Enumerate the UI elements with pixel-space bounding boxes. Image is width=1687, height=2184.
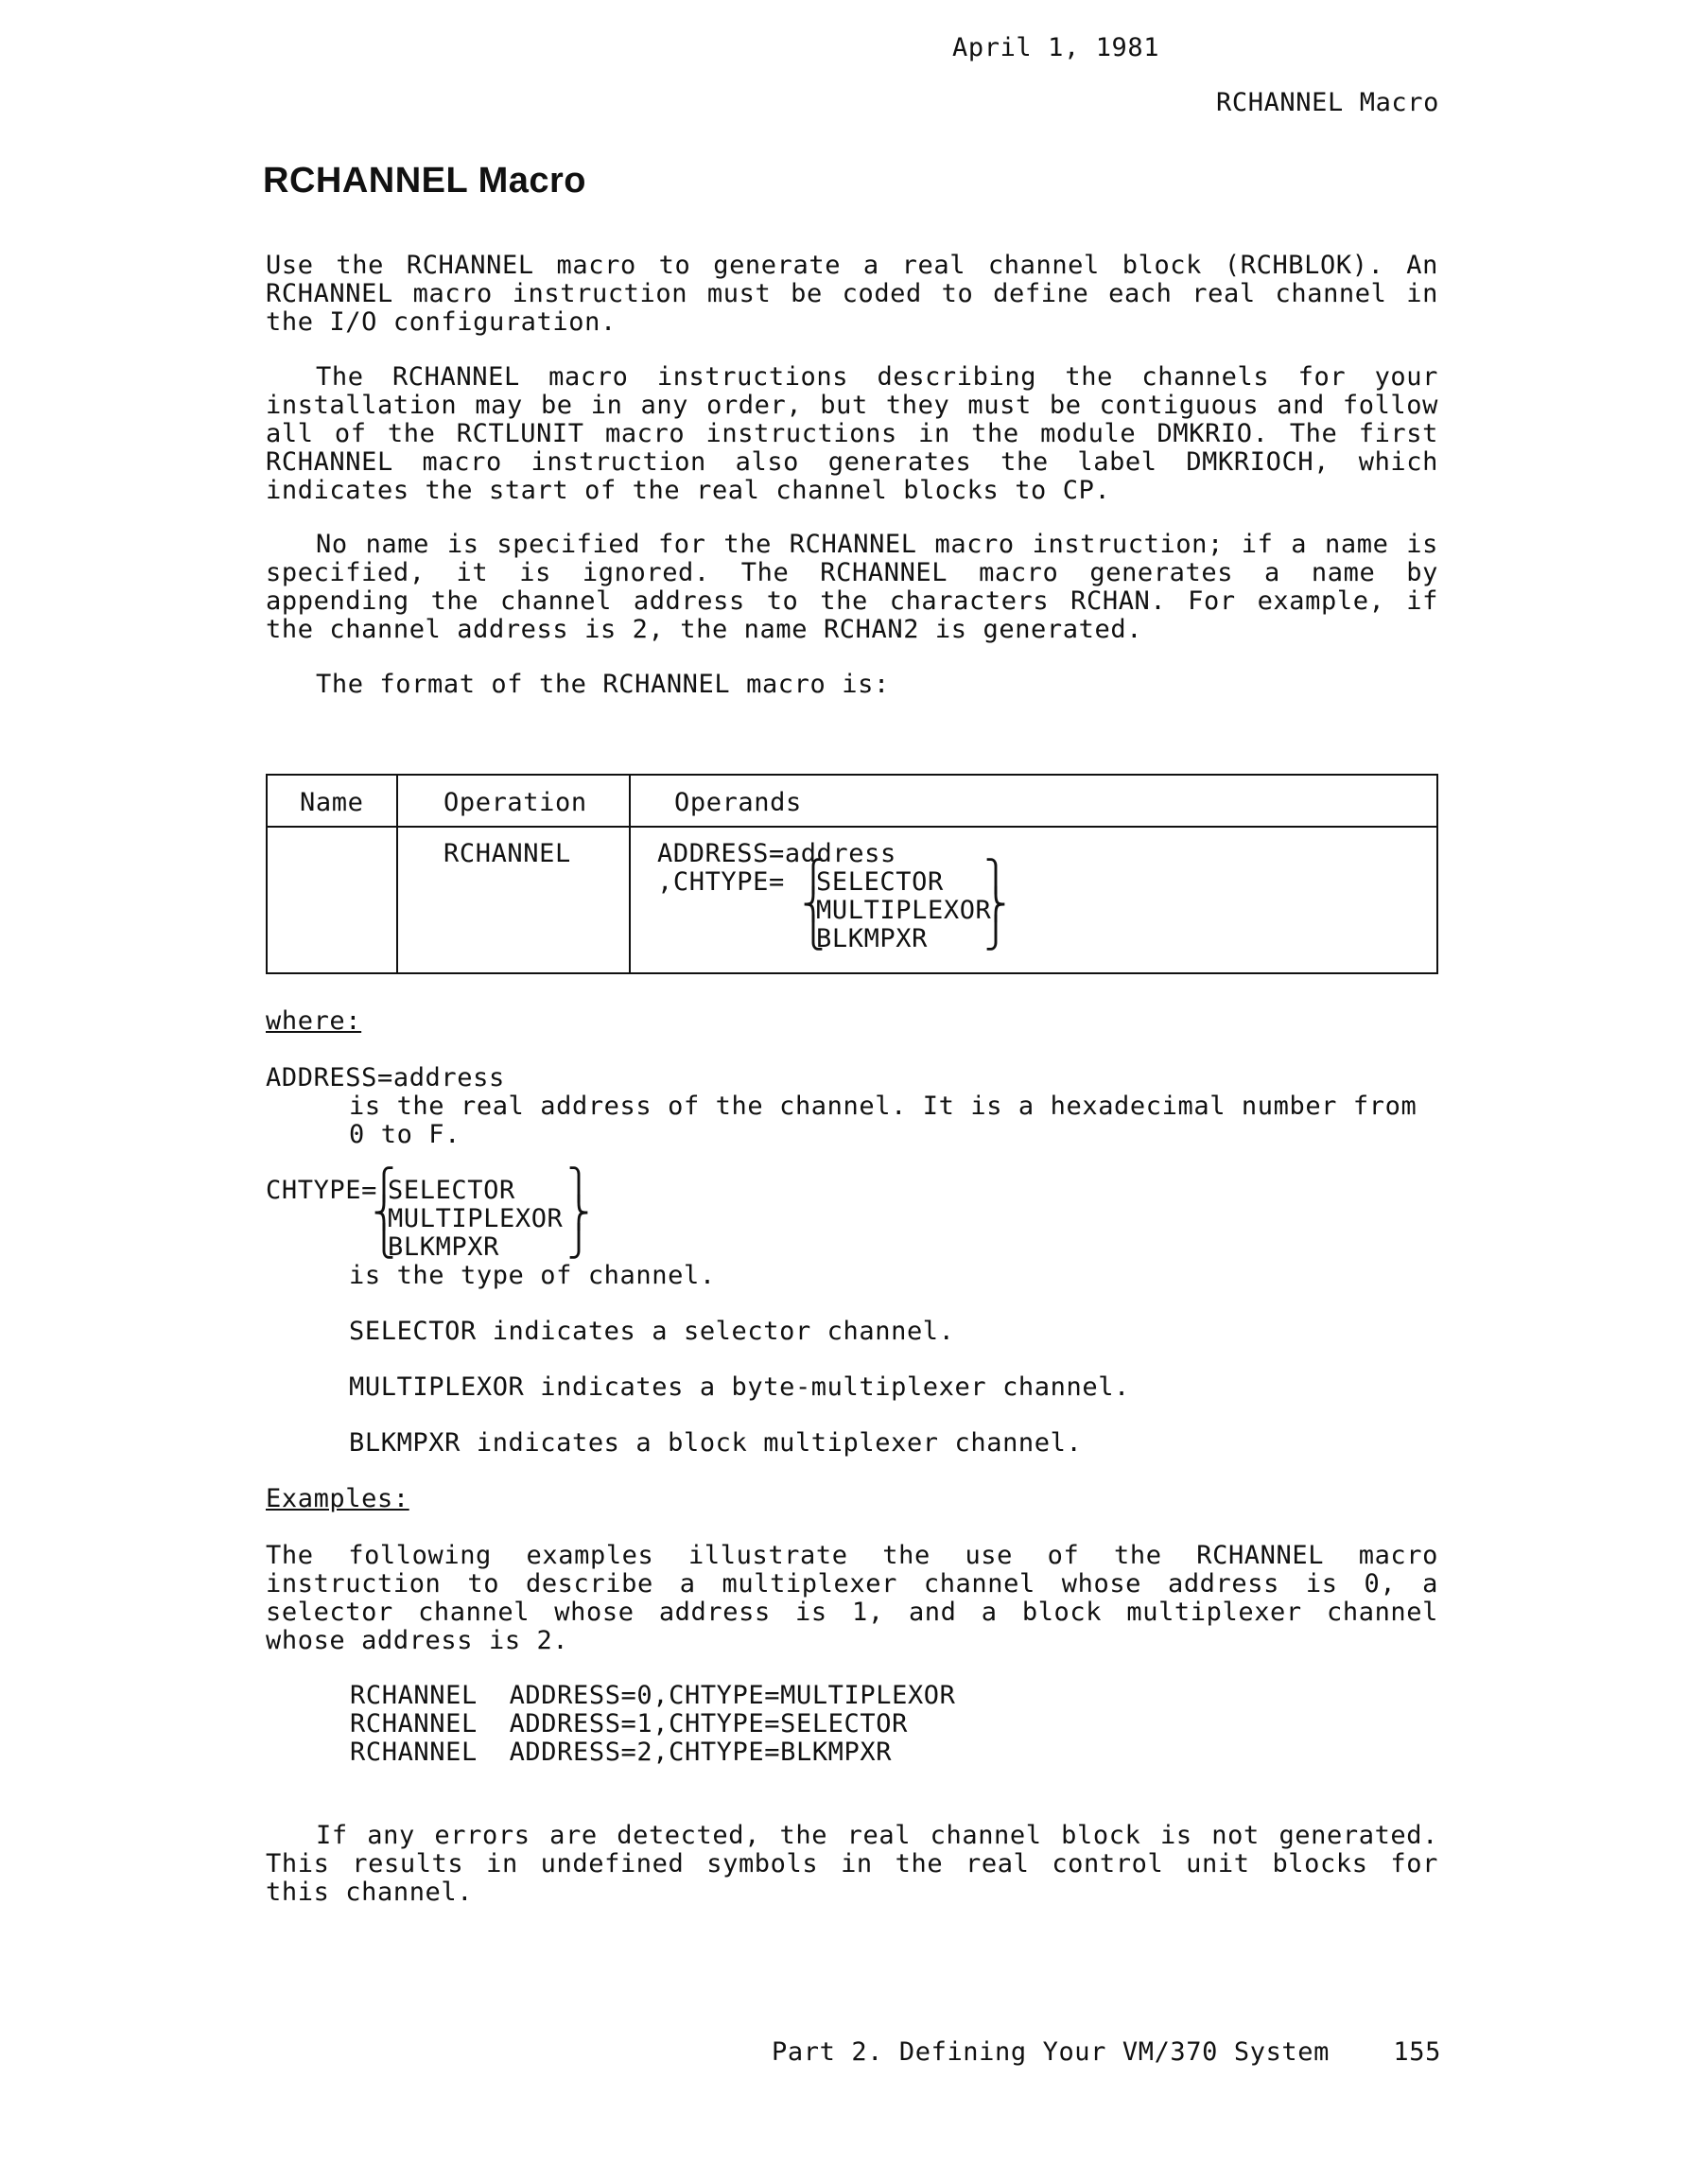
syntax-divider-2 (629, 776, 631, 972)
closing-paragraph-text: If any errors are detected, the real channel block is not generated. This results in undefined symbols in the real control unit blocks for this channel. (266, 1821, 1438, 1907)
definition-address (266, 1064, 1438, 1149)
example-op: RCHANNEL (350, 1738, 478, 1767)
where-label: where: (266, 1006, 362, 1036)
syntax-option-multiplexor: MULTIPLEXOR (816, 896, 992, 925)
syntax-header-rule (268, 826, 1436, 828)
syntax-left-brace: ⎧ ⎨ ⎩ (802, 858, 826, 951)
example-args: ADDRESS=0,CHTYPE=MULTIPLEXOR (509, 1681, 956, 1710)
syntax-header-operation: Operation (443, 788, 587, 817)
syntax-option-blkmpxr: BLKMPXR (816, 924, 928, 953)
example-args: ADDRESS=2,CHTYPE=BLKMPXR (509, 1738, 893, 1767)
page-title: RCHANNEL Macro (263, 161, 587, 201)
footer-page-number: 155 (1393, 2037, 1441, 2067)
definition-term-chtype-prefix: CHTYPE= (266, 1176, 377, 1205)
example-op: RCHANNEL (350, 1709, 478, 1738)
chtype-option-blkmpxr: BLKMPXR (388, 1232, 499, 1262)
chtype-right-brace: ⎫ ⎬ ⎭ (567, 1166, 590, 1259)
name-paragraph (266, 531, 1438, 644)
page-date: April 1, 1981 (952, 33, 1160, 62)
paragraph-3: No name is specified for the RCHANNEL macro instruction; if a name is specified, it is ignored. The RCHANNEL macro generates a name by appending the channel address to the characters RCHAN. For example, if the channel address is 2, the name RCHAN2 is generated. (266, 530, 1438, 644)
syntax-header-operands: Operands (674, 788, 802, 817)
page-footer (772, 2038, 1441, 2067)
order-paragraph (266, 363, 1438, 505)
note-multiplexor: MULTIPLEXOR indicates a byte-multiplexer channel. (349, 1372, 1130, 1402)
examples-intro-text: The following examples illustrate the use of the RCHANNEL macro instruction to describe a multiplexer channel whose address is 0, a selector channel whose address is 1, and a block multiplexer channel whose address is 2. (266, 1541, 1438, 1655)
example-line (350, 1682, 956, 1710)
example-code-block (350, 1682, 956, 1767)
footer-section: Part 2. Defining Your VM/370 System (772, 2037, 1330, 2067)
syntax-operation: RCHANNEL (443, 839, 571, 868)
syntax-divider-1 (396, 776, 398, 972)
example-args: ADDRESS=1,CHTYPE=SELECTOR (509, 1709, 908, 1738)
chtype-option-multiplexor: MULTIPLEXOR (388, 1204, 564, 1233)
paragraph-1: Use the RCHANNEL macro to generate a real channel block (RCHBLOK). An RCHANNEL macro instruction must be coded to define each real channel in the I/O configuration. (266, 251, 1438, 337)
chtype-left-brace: ⎧ ⎨ ⎩ (373, 1166, 395, 1259)
examples-intro (266, 1542, 1438, 1655)
examples-label: Examples: (266, 1484, 409, 1513)
syntax-header-name: Name (300, 788, 364, 817)
running-title: RCHANNEL Macro (1216, 88, 1439, 117)
definition-term-address: ADDRESS=address (266, 1063, 505, 1092)
example-op: RCHANNEL (350, 1681, 478, 1710)
example-line (350, 1738, 956, 1767)
chtype-option-selector: SELECTOR (388, 1176, 515, 1205)
definition-text-chtype: is the type of channel. (349, 1261, 716, 1290)
syntax-operand-chtype: ,CHTYPE= (657, 867, 785, 897)
syntax-operand-address: ADDRESS=address (657, 839, 896, 868)
format-intro (266, 671, 1438, 699)
syntax-option-selector: SELECTOR (816, 867, 944, 897)
note-blkmpxr: BLKMPXR indicates a block multiplexer channel. (349, 1428, 1083, 1458)
paragraph-2: The RCHANNEL macro instructions describing the channels for your installation may be in any order, but they must be contiguous and follow all of the RCTLUNIT macro instructions in the module DMKRIO. The first RCHANNEL macro instruction also generates the label DMKRIOCH, which indicates the start of the real channel blocks to CP. (266, 362, 1438, 505)
note-selector: SELECTOR indicates a selector channel. (349, 1317, 955, 1346)
intro-paragraph (266, 252, 1438, 337)
example-line (350, 1710, 956, 1738)
syntax-box (266, 774, 1438, 974)
closing-paragraph (266, 1822, 1438, 1907)
definition-text-address: is the real address of the channel. It is a hexadecimal number from 0 to F. (349, 1092, 1417, 1149)
syntax-right-brace: ⎫ ⎬ ⎭ (984, 858, 1008, 951)
paragraph-4: The format of the RCHANNEL macro is: (316, 670, 890, 699)
